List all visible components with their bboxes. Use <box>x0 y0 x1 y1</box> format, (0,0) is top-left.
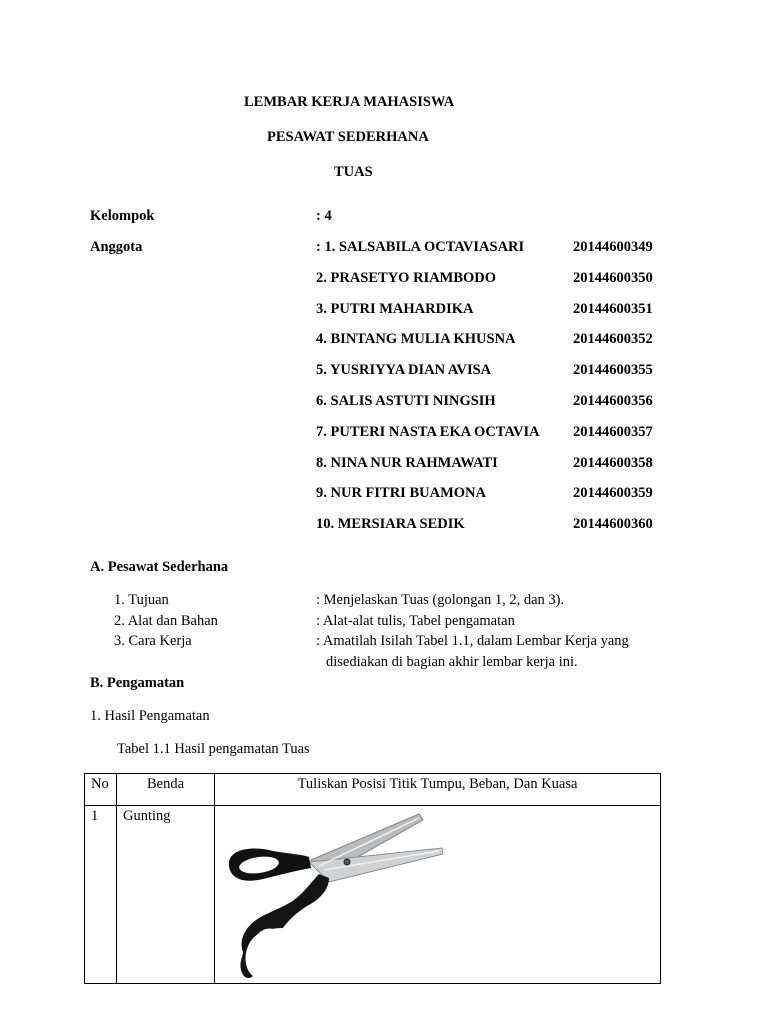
member-nim: 20144600355 <box>573 362 653 378</box>
member-name: 2. PRASETYO RIAMBODO <box>316 270 497 286</box>
section-b-title: B. Pengamatan <box>90 675 185 691</box>
cara-continuation: disediakan di bagian akhir lembar kerja ini. <box>326 654 578 670</box>
member-name: 3. PUTRI MAHARDIKA <box>316 301 474 317</box>
member-nim: 20144600360 <box>573 516 653 532</box>
scissors-icon <box>219 810 449 982</box>
member-nim: 20144600358 <box>573 455 653 471</box>
member-nim: 20144600359 <box>573 485 653 501</box>
member-nim: 20144600349 <box>573 239 653 255</box>
member-name: 4. BINTANG MULIA KHUSNA <box>316 331 516 347</box>
member-name: 6. SALIS ASTUTI NINGSIH <box>316 393 496 409</box>
table-caption: Tabel 1.1 Hasil pengamatan Tuas <box>117 741 310 757</box>
member-name: 8. NINA NUR RAHMAWATI <box>316 455 498 471</box>
anggota-label: Anggota <box>90 239 143 255</box>
kelompok-label: Kelompok <box>90 208 155 224</box>
hasil-pengamatan-heading: 1. Hasil Pengamatan <box>90 708 210 724</box>
tujuan-value: : Menjelaskan Tuas (golongan 1, 2, dan 3). <box>316 592 565 608</box>
cell-image <box>215 806 661 984</box>
kelompok-value: : 4 <box>316 208 332 224</box>
cara-value: : Amatilah Isilah Tabel 1.1, dalam Lembar Kerja yang <box>316 633 629 649</box>
member-nim: 20144600350 <box>573 270 653 286</box>
doc-subtitle: PESAWAT SEDERHANA <box>267 129 429 145</box>
doc-topic: TUAS <box>334 164 373 180</box>
cell-benda: Gunting <box>117 806 215 984</box>
cell-no: 1 <box>85 806 117 984</box>
alat-value: : Alat-alat tulis, Tabel pengamatan <box>316 613 515 629</box>
member-name: 5. YUSRIYYA DIAN AVISA <box>316 362 492 378</box>
member-name: 7. PUTERI NASTA EKA OCTAVIA <box>316 424 540 440</box>
tujuan-label: 1. Tujuan <box>114 592 169 608</box>
header-benda: Benda <box>117 774 215 806</box>
header-no: No <box>85 774 117 806</box>
section-a-title: A. Pesawat Sederhana <box>90 559 229 575</box>
member-nim: 20144600356 <box>573 393 653 409</box>
alat-label: 2. Alat dan Bahan <box>114 613 218 629</box>
header-posisi: Tuliskan Posisi Titik Tumpu, Beban, Dan Kuasa <box>215 774 661 806</box>
member-nim: 20144600357 <box>573 424 653 440</box>
table-row <box>85 806 661 984</box>
member-nim: 20144600351 <box>573 301 653 317</box>
member-name: : 1. SALSABILA OCTAVIASARI <box>316 239 525 255</box>
doc-title: LEMBAR KERJA MAHASISWA <box>244 94 455 110</box>
table-header-row <box>85 774 661 806</box>
member-name: 10. MERSIARA SEDIK <box>316 516 465 532</box>
cara-label: 3. Cara Kerja <box>114 633 192 649</box>
observation-table <box>84 773 661 984</box>
member-nim: 20144600352 <box>573 331 653 347</box>
member-name: 9. NUR FITRI BUAMONA <box>316 485 486 501</box>
